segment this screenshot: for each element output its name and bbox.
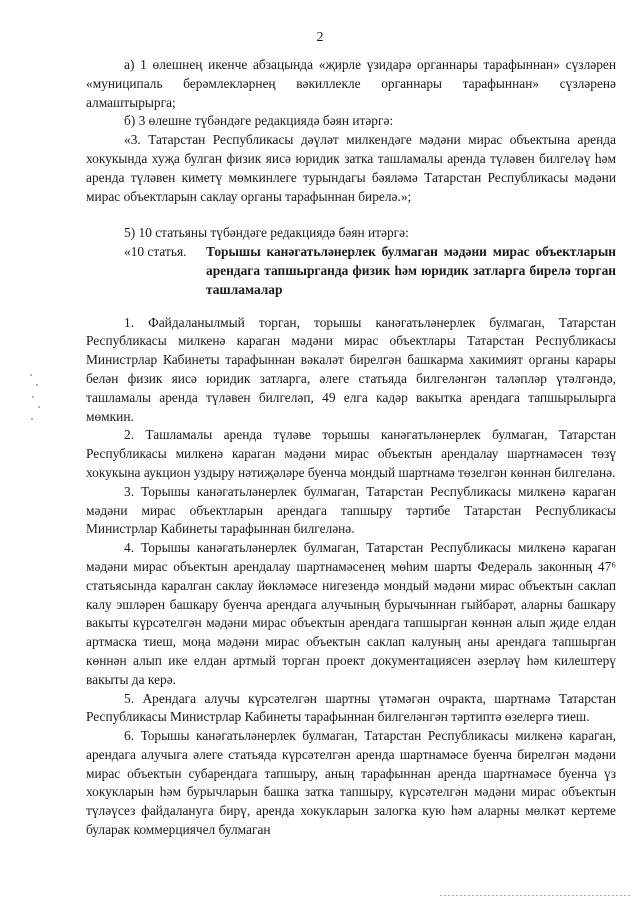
- article-label: «10 статья.: [124, 244, 187, 260]
- article-item-1: 1. Файдаланылмый торган, торышы канәгатьләнерлек булмаган, Татарстан Республикасы милкенә караган мәдәни мирас объектлары Татарстан Республикасы Министрлар Кабинеты тарафыннан вәкаләт бирелгән башкарма хакимият органы карары белән физик яисә юридик затларга, әлеге статьяда билгеләнгән таләпләр үтәлгәндә, ташламалы аренда түләвен билгеләп, 49 елга кадәр вакытка арендага тапшырылырга мөмкин.: [86, 314, 616, 424]
- spacer: [86, 206, 616, 224]
- bottom-edge-line: [440, 895, 630, 896]
- document-body: [86, 56, 616, 840]
- page-number: 2: [316, 30, 324, 45]
- paragraph-quote-3: «3. Татарстан Республикасы дәүләт милкендәге мәдәни мирас объектына аренда хокукында хуҗа булган физик яисә юридик затка ташламалы аренда түләвен билгеләү һәм аренда түләвен киметү мөмкинлеге турындагы бәяләмә Татарстан Республикасы мәдәни мирас объектларын саклау органы тарафыннан бирелә.»;: [86, 132, 616, 204]
- article-item-6: 6. Торышы канәгатьләнерлек булмаган, Татарстан Республикасы милкенә караган, арендага алучыга әлеге статьяда күрсәтелгән аренда шартнамәсе буенча бирелгән мәдәни мирас объектын субарендага тапшыру, аның тарафыннан аренда шартнамәсе буенча үз хокукларын һәм бурычларын башка затка тапшыру, күрсәтелгән мәдәни мирас объектын түләүсез файдалануга бирү, аренда хокукларын залогка кую һәм аларны мөлкәт кертеме буларак коммерциячел булмаган: [86, 728, 616, 838]
- paragraph-b: б) 3 өлешне түбәндәге редакциядә бәян итәргә:: [124, 113, 394, 129]
- article-item-3: 3. Торышы канәгатьләнерлек булмаган, Татарстан Республикасы милкенә караган мәдәни мирас объектларын арендага тапшыру тәртибе Татарстан Республикасы Министрлар Кабинеты тарафыннан билгеләнә.: [86, 483, 616, 537]
- article-title: Торышы канәгатьләнерлек булмаган мәдәни мирас объектларын арендага тапшырганда физик һәм юридик затларга бирелә торган ташламалар: [206, 244, 616, 297]
- spacer: [86, 300, 616, 314]
- article-heading: [86, 243, 616, 299]
- article-item-2: 2. Ташламалы аренда түләве торышы канәгатьләнерлек булмаган, Татарстан Республикасы милкенә караган мәдәни мирас объектын арендалау шартнамәсен төзү хокукына аукцион уздыру нәтиҗәләре буенча мондый шартнамә төзелгән көннән билгеләнә.: [86, 427, 616, 480]
- article-item-5: 5. Арендага алучы күрсәтелгән шартны үтәмәгән очракта, шартнамә Татарстан Республикасы Министрлар Кабинеты тарафыннан билгеләнгән тәртиптә өзелергә тиеш.: [86, 690, 616, 725]
- article-item-4: 4. Торышы канәгатьләнерлек булмаган, Татарстан Республикасы милкенә караган мәдәни мирас объектын арендалау шартнамәсенең мөһим шарты Федераль законның 47⁶ статьясында каралган саклау йөкләмәсе нигезендә мондый мәдәни мирас объектын саклап калу эшләрен башкару буенча арендага алучының бурычыннан гыйбарәт, аларны башкару вакыты күрсәтелгән мәдәни мирас объектын арендага тапшырган көннән алып җиде елдан артмаска тиеш, моңа мәдәни мирас объектын саклап калуның аны арендага тапшырган көннән алып ике елдан артмый торган проект документациясен әзерләү һәм килештерү вакыты да керә.: [86, 540, 616, 687]
- scan-specks: [28, 370, 42, 430]
- paragraph-a: а) 1 өлешнең икенче абзацында «җирле үзидарә органнары тарафыннан» сүзләрен «муниципаль берәмлекләрнең вәкиллекле органнары тарафыннан» сүзләренә алмаштырырга;: [86, 57, 616, 110]
- paragraph-5: 5) 10 статьяны түбәндәге редакциядә бәян итәргә:: [124, 225, 409, 241]
